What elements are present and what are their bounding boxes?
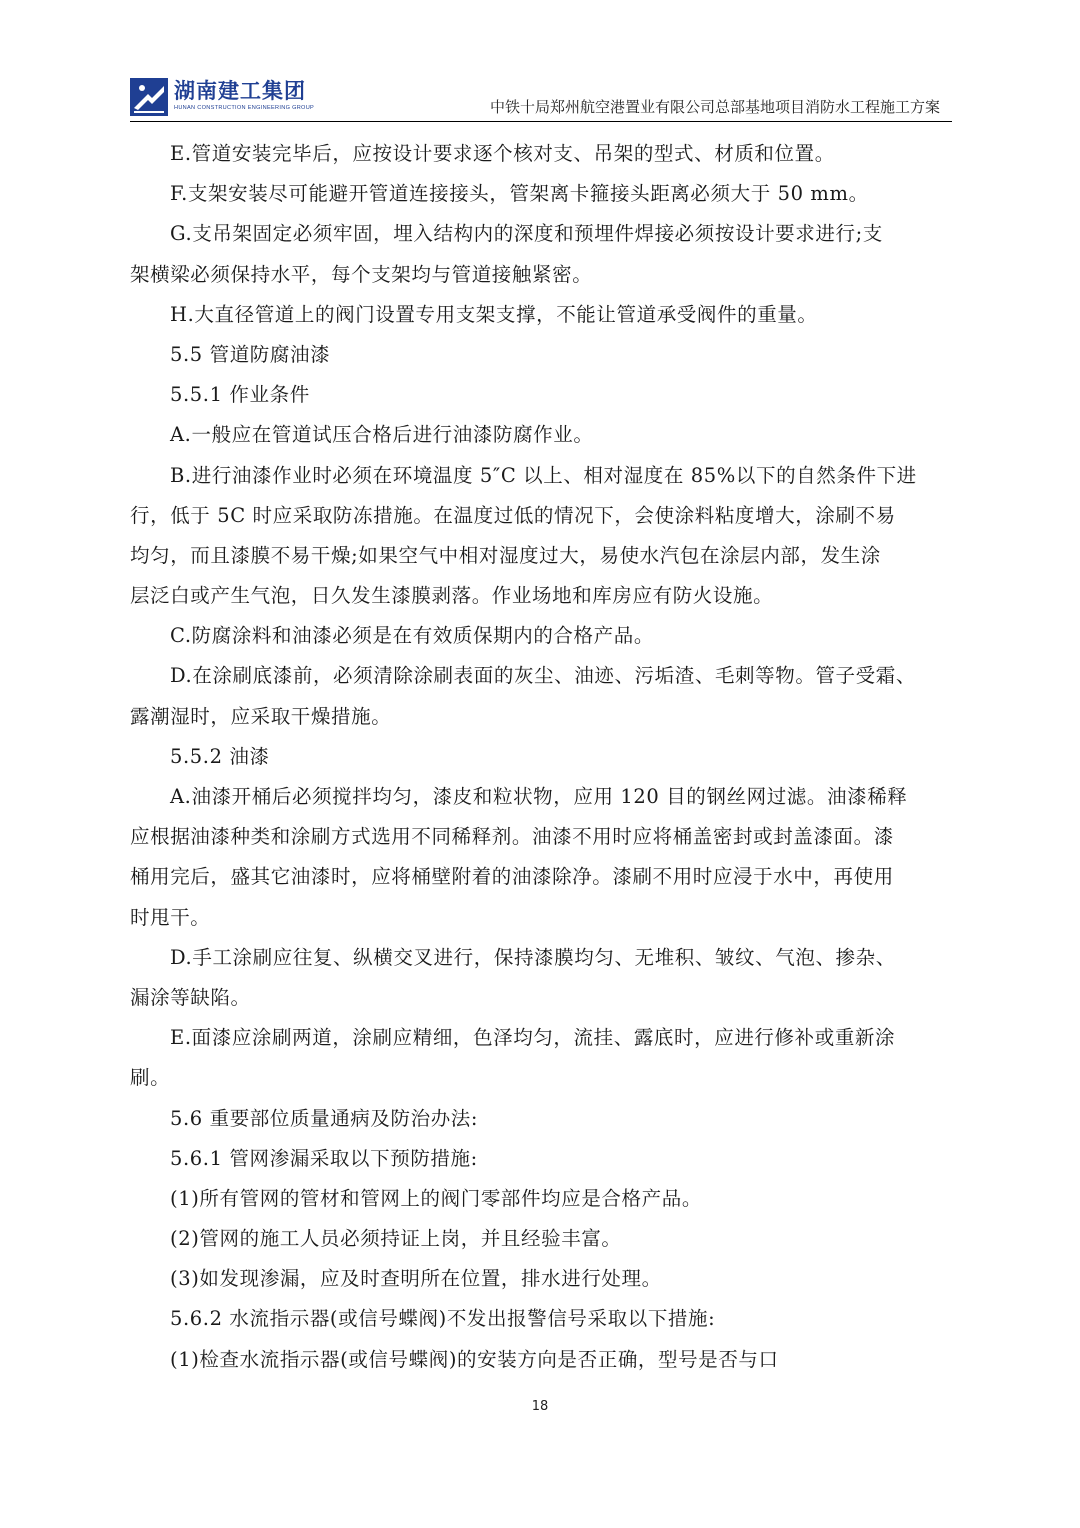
text-line: 5.5.2 油漆 <box>170 744 270 768</box>
text-line: 应根据油漆种类和涂刷方式选用不同稀释剂。油漆不用时应将桶盖密封或封盖漆面。漆 <box>130 825 894 849</box>
text-line: B.进行油漆作业时必须在环境温度 5″C 以上、相对湿度在 85%以下的自然条件下进 <box>170 463 917 487</box>
text-line: 露潮湿时，应采取干燥措施。 <box>130 704 392 728</box>
text-line: 5.5.1 作业条件 <box>170 383 310 407</box>
text-line: E.管道安装完毕后，应按设计要求逐个核对支、吊架的型式、材质和位置。 <box>170 142 835 165</box>
text-line: 行，低于 5C 时应采取防冻措施。在温度过低的情况下，会使涂料粘度增大，涂刷不易 <box>130 503 896 527</box>
text-line: 5.5 管道防腐油漆 <box>170 342 331 366</box>
text-line: D.手工涂刷应往复、纵横交叉进行，保持漆膜均匀、无堆积、皱纹、气泡、掺杂、 <box>170 945 896 969</box>
text-line: (2)管网的施工人员必须持证上岗，并且经验丰富。 <box>170 1227 622 1251</box>
text-line: (3)如发现渗漏，应及时查明所在位置，排水进行处理。 <box>170 1267 662 1291</box>
page-number: 18 <box>531 1399 549 1414</box>
header-divider <box>130 121 952 122</box>
logo-chinese-name: 湖南建工集团 <box>174 79 306 103</box>
text-line: 均匀，而且漆膜不易干燥;如果空气中相对湿度过大，易使水汽包在涂层内部，发生涂 <box>130 543 881 567</box>
text-line: C.防腐涂料和油漆必须是在有效质保期内的合格产品。 <box>170 624 654 648</box>
text-line: 5.6 重要部位质量通病及防治办法: <box>170 1106 479 1130</box>
text-line: 5.6.1 管网渗漏采取以下预防措施: <box>170 1146 478 1170</box>
text-line: D.在涂刷底漆前，必须清除涂刷表面的灰尘、油迹、污垢渣、毛刺等物。管子受霜、 <box>170 664 916 688</box>
logo-wordmark <box>174 78 314 112</box>
text-line: 时甩干。 <box>130 905 211 929</box>
text-line: (1)所有管网的管材和管网上的阀门零部件均应是合格产品。 <box>170 1186 702 1210</box>
text-line: A.油漆开桶后必须搅拌均匀，漆皮和粒状物，应用 120 目的钢丝网过滤。油漆稀释 <box>170 785 908 808</box>
text-line: 5.6.2 水流指示器(或信号蝶阀)不发出报警信号采取以下措施: <box>170 1307 716 1331</box>
text-line: 漏涂等缺陷。 <box>130 985 251 1009</box>
text-line: 桶用完后，盛其它油漆时，应将桶壁附着的油漆除净。漆刷不用时应浸于水中，再使用 <box>130 865 894 889</box>
text-line: 层泛白或产生气泡，日久发生漆膜剥落。作业场地和库房应有防火设施。 <box>130 584 774 608</box>
document-title: 中铁十局郑州航空港置业有限公司总部基地项目消防水工程施工方案 <box>489 98 940 116</box>
text-line: F.支架安装尽可能避开管道连接接头，管架离卡箍接头距离必须大于 50 mm。 <box>170 182 869 206</box>
text-line: 刷。 <box>130 1066 171 1090</box>
text-line: A.一般应在管道试压合格后进行油漆防腐作业。 <box>170 423 594 447</box>
company-logo-icon <box>130 78 168 116</box>
text-line: (1)检查水流指示器(或信号蝶阀)的安装方向是否正确，型号是否与口 <box>170 1347 779 1371</box>
text-line: H.大直径管道上的阀门设置专用支架支撑，不能让管道承受阀件的重量。 <box>170 302 818 326</box>
company-logo <box>130 78 314 120</box>
text-line: 架横梁必须保持水平，每个支架均与管道接触紧密。 <box>130 262 593 286</box>
document-body <box>130 134 952 1380</box>
text-line: E.面漆应涂刷两道，涂刷应精细，色泽均匀，流挂、露底时，应进行修补或重新涂 <box>170 1026 896 1050</box>
page-header <box>130 74 952 122</box>
logo-english-name: HUNAN CONSTRUCTION ENGINEERING GROUP <box>174 105 315 111</box>
text-line: G.支吊架固定必须牢固，埋入结构内的深度和预埋件焊接必须按设计要求进行;支 <box>170 222 883 246</box>
